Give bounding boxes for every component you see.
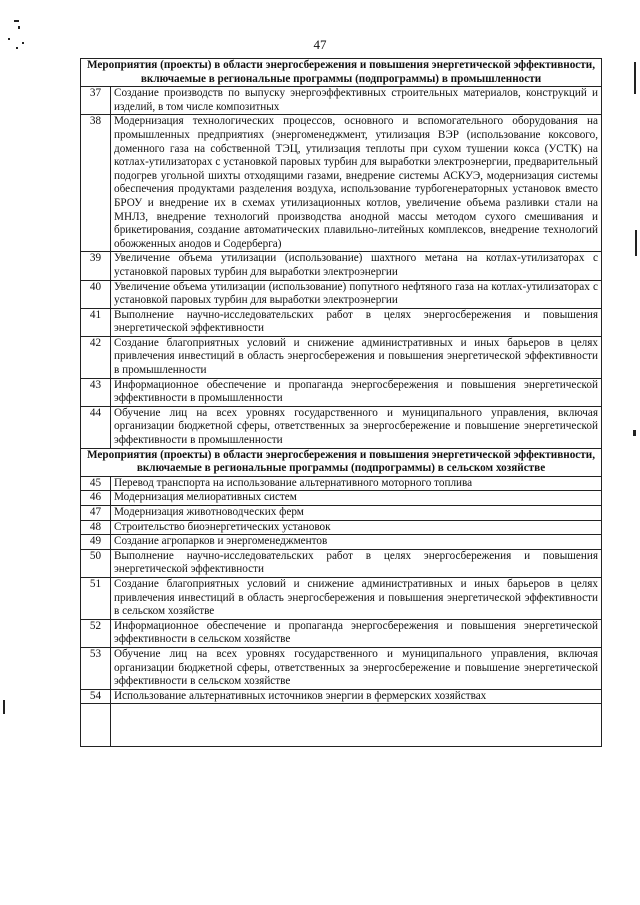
row-number: 43	[81, 378, 111, 406]
row-number: 54	[81, 689, 111, 704]
table-row	[81, 115, 602, 252]
scan-mark	[3, 700, 5, 714]
row-number: 50	[81, 549, 111, 577]
row-number: 48	[81, 520, 111, 535]
table-row	[81, 406, 602, 448]
row-text: Создание благоприятных условий и снижение административных и иных барьеров в целях привлечения инвестиций в область энергосбережения и повышения энергетической эффективности в сельском хозяйстве	[111, 577, 602, 619]
row-text: Модернизация мелиоративных систем	[111, 491, 602, 506]
scan-mark	[635, 230, 637, 256]
table-row	[81, 689, 602, 704]
row-text: Перевод транспорта на использование альтернативного моторного топлива	[111, 476, 602, 491]
row-number: 42	[81, 336, 111, 378]
table-row	[81, 336, 602, 378]
table-row	[81, 619, 602, 647]
empty-row	[81, 704, 602, 747]
table-row	[81, 549, 602, 577]
scan-mark	[16, 47, 18, 49]
scan-mark	[633, 430, 636, 436]
section-title: Мероприятия (проекты) в области энергосбережения и повышения энергетической эффективности, включаемые в региональные программы (подпрограммы) в сельском хозяйстве	[81, 448, 602, 476]
scan-mark	[18, 26, 20, 29]
row-text: Информационное обеспечение и пропаганда энергосбережения и повышения энергетической эффективности в сельском хозяйстве	[111, 619, 602, 647]
row-number: 51	[81, 577, 111, 619]
scan-mark	[8, 38, 10, 40]
table-row	[81, 647, 602, 689]
row-text: Увеличение объема утилизации (использование) попутного нефтяного газа на котлах-утилизаторах с установкой паровых турбин для выработки электроэнергии	[111, 280, 602, 308]
scan-mark	[22, 42, 24, 44]
row-number: 39	[81, 252, 111, 280]
row-text: Обучение лиц на всех уровнях государственного и муниципального управления, включая организации бюджетной сферы, ответственных за энергосбережение и повышение энергетической эффективности в сельском хозяйстве	[111, 647, 602, 689]
row-number: 40	[81, 280, 111, 308]
row-number: 53	[81, 647, 111, 689]
row-number: 44	[81, 406, 111, 448]
row-text: Информационное обеспечение и пропаганда энергосбережения и повышения энергетической эффективности в промышленности	[111, 378, 602, 406]
table-row	[81, 535, 602, 550]
row-text: Использование альтернативных источников энергии в фермерских хозяйствах	[111, 689, 602, 704]
row-number: 37	[81, 87, 111, 115]
row-number: 45	[81, 476, 111, 491]
section-title: Мероприятия (проекты) в области энергосбережения и повышения энергетической эффективности, включаемые в региональные программы (подпрограммы) в промышленности	[81, 59, 602, 87]
measures-table	[80, 58, 602, 747]
table-row	[81, 87, 602, 115]
empty-cell	[111, 704, 602, 747]
table-row	[81, 520, 602, 535]
table-row	[81, 280, 602, 308]
row-text: Увеличение объема утилизации (использование) шахтного метана на котлах-утилизаторах с установкой паровых турбин для выработки электроэнергии	[111, 252, 602, 280]
row-number: 47	[81, 506, 111, 521]
row-text: Выполнение научно-исследовательских работ в целях энергосбережения и повышения энергетической эффективности	[111, 308, 602, 336]
scan-mark	[634, 62, 636, 94]
table-row	[81, 252, 602, 280]
table-body	[81, 59, 602, 747]
row-number: 52	[81, 619, 111, 647]
page-number: 47	[313, 37, 327, 52]
scan-mark	[14, 20, 19, 22]
row-text: Строительство биоэнергетических установок	[111, 520, 602, 535]
row-text: Обучение лиц на всех уровнях государственного и муниципального управления, включая организации бюджетной сферы, ответственных за энергосбережение и повышение энергетической эффективности в промышленности	[111, 406, 602, 448]
row-text: Модернизация животноводческих ферм	[111, 506, 602, 521]
table-row	[81, 308, 602, 336]
table-row	[81, 506, 602, 521]
row-number: 46	[81, 491, 111, 506]
row-number: 49	[81, 535, 111, 550]
row-number: 41	[81, 308, 111, 336]
row-text: Модернизация технологических процессов, основного и вспомогательного оборудования на промышленных предприятиях (энергоменеджмент, утилизация ВЭР (использование коксового, доменного газа на собственной ТЭЦ, утилизация теплоты при сухом тушении кокса (УСТК) на котлах-утилизаторах с установкой паровых турбин для выработки электроэнергии, предварительный подогрев угольной шихты отходящими газами, внедрение системы АСКУЭ, модернизация системы обеспечения продуктами разделения воздуха, использование турбогенераторных установок вместо БРОУ и внедрение их в схемах утилизационных котлов, увеличение объема разливки стали на МНЛЗ, внедрение технологий производства анодной массы методом сухого смешивания и брикетирования, создание автоматических плавильно-литейных комплексов, внедрение технологий обожженных анодов и Содерберга)	[111, 115, 602, 252]
empty-cell	[81, 704, 111, 747]
table-row	[81, 577, 602, 619]
table-row	[81, 378, 602, 406]
section-header-row	[81, 59, 602, 87]
table-row	[81, 476, 602, 491]
row-text: Создание агропарков и энергоменеджментов	[111, 535, 602, 550]
table-row	[81, 491, 602, 506]
section-header-row	[81, 448, 602, 476]
row-text: Создание производств по выпуску энергоэффективных строительных материалов, конструкций и изделий, в том числе композитных	[111, 87, 602, 115]
row-text: Выполнение научно-исследовательских работ в целях энергосбережения и повышения энергетической эффективности	[111, 549, 602, 577]
row-text: Создание благоприятных условий и снижение административных и иных барьеров в целях привлечения инвестиций в область энергосбережения и повышения энергетической эффективности в промышленности	[111, 336, 602, 378]
row-number: 38	[81, 115, 111, 252]
